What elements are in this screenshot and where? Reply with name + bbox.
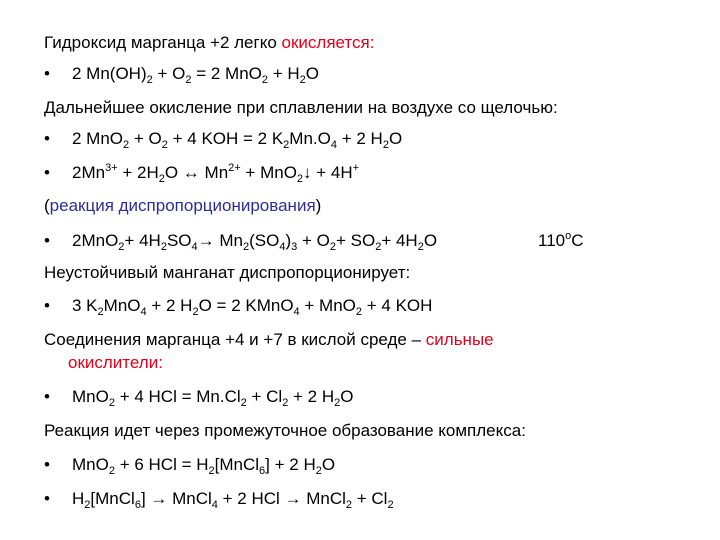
- heading-acidic-medium: Соединения марганца +4 и +7 в кислой среде – сильные: [44, 330, 494, 349]
- note-disproportionation: (реакция диспропорционирования): [44, 196, 322, 215]
- highlight-strong: сильные: [425, 330, 494, 349]
- bullet-icon: •: [44, 489, 50, 508]
- temperature-label: 110$^o$C: [538, 230, 584, 250]
- equation-8-text: $H_2[MnCl_6]$ → MnCl$_4$ + 2 HCl → MnCl$_2$ + $Cl_2$: [72, 489, 394, 511]
- highlight-disproportionation: реакция диспропорционирования: [49, 196, 316, 215]
- heading-mn-hydroxide: [44, 33, 374, 53]
- heading-fusion-oxidation: Дальнейшее окисление при сплавлении на воздухе со щелочью:: [44, 98, 558, 117]
- highlight-oxidizes: окисляется:: [281, 33, 375, 52]
- bullet-icon: •: [44, 296, 50, 315]
- heading-complex: Реакция идет через промежуточное образование комплекса:: [44, 421, 526, 440]
- bullet-icon: •: [44, 387, 50, 406]
- equation-5-text: 3 $K_2MnO_4 + 2$ $H_2O = 2$ KMnO$_4$ + MnO$_2$ + 4 KOH: [72, 296, 433, 318]
- highlight-oxidizers: окислители:: [68, 353, 163, 372]
- bullet-icon: •: [44, 231, 50, 250]
- equation-3-text: $2Mn^{3+} + 2H_2O$ ↔ $Mn^{2+}$ + MnO$_2$↓ + 4H+: [72, 162, 360, 185]
- bullet-icon: •: [44, 163, 50, 182]
- bullet-icon: •: [44, 64, 50, 83]
- equation-7-text: MnO$_2$ + 6 HCl = $H_2[MnCl_6] + 2$ $H_2O$: [72, 455, 336, 477]
- equation-6-text: MnO$_2$ + 4 HCl = $Mn.Cl_2 + Cl_2 + 2$ $H_2O$: [72, 387, 354, 409]
- heading-text: Гидроксид марганца +2 легко: [44, 33, 282, 52]
- bullet-icon: •: [44, 455, 50, 474]
- equation-4-text: $2MnO_2+ 4H_2SO_4\to Mn_2(SO_4)_3 + O_2+ SO_2+ 4H_2O$: [72, 231, 438, 253]
- bullet-icon: •: [44, 129, 50, 148]
- heading-manganate: Неустойчивый манганат диспропорционирует:: [44, 263, 411, 282]
- equation-1-text: 2 $Mn(OH)_2 + O_2 = 2$ $MnO_2 + H_2O$: [72, 64, 320, 86]
- equation-2-text: 2 $MnO_2 + O_2 + 4$ KOH = 2 $K_2Mn.O_4 + 2$ $H_2O$: [72, 129, 403, 151]
